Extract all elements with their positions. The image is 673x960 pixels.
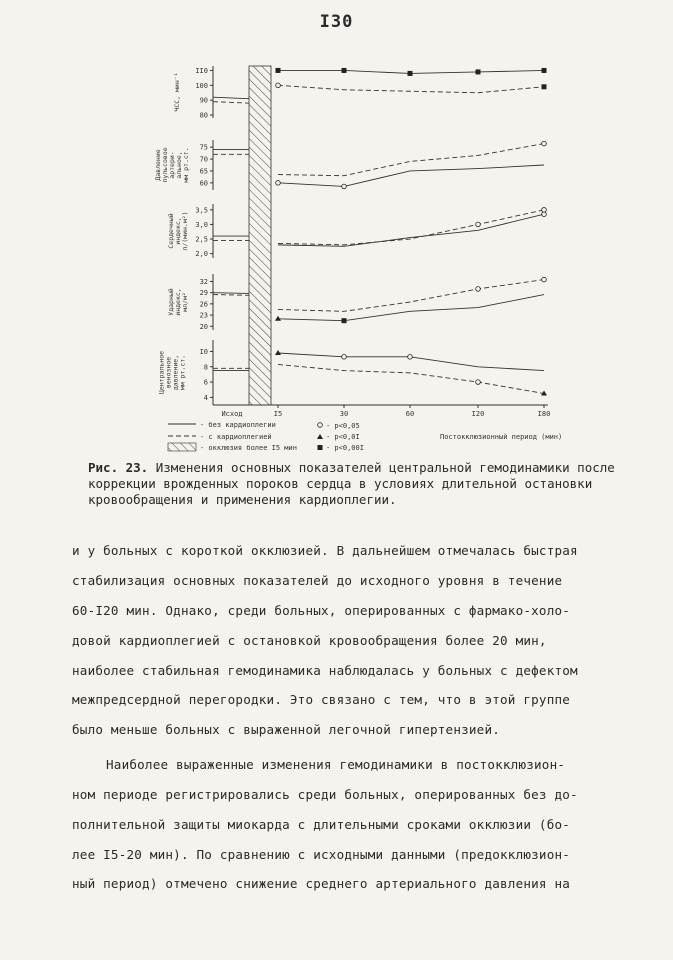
marker-p05 xyxy=(408,355,413,360)
legend-hatch-sample xyxy=(168,443,196,451)
body-line: межпредсердной перегородки. Это связано с тем, что в этой группе xyxy=(72,692,571,707)
x-tick-label: 60 xyxy=(405,410,415,418)
series-baseline-dashed xyxy=(213,102,249,103)
hemodynamics-chart xyxy=(0,0,673,460)
marker-p05 xyxy=(542,208,547,213)
legend-p001-marker xyxy=(318,445,323,450)
x-tick-label: I5 xyxy=(273,410,283,418)
body-line: довой кардиоплегией с остановкой кровообращения более 20 мин, xyxy=(72,633,547,648)
marker-p05 xyxy=(476,287,481,292)
y-axis-label: Давлениепульсовоеартери-альное,мм рт.ст. xyxy=(154,147,190,183)
legend-p05-label: - p<0,05 xyxy=(326,422,360,430)
marker-p05 xyxy=(342,355,347,360)
legend-without-label: - без кардиоплегии xyxy=(200,421,276,429)
marker-p05 xyxy=(342,184,347,189)
y-axis-label: Ударныйиндекс,мл/м² xyxy=(167,288,189,316)
body-line: наиболее стабильная гемодинамика наблюдалась у больных с дефектом xyxy=(72,663,578,678)
chart-panel-3 xyxy=(167,274,546,331)
y-tick-label: 26 xyxy=(199,300,208,309)
body-line: и у больных с короткой окклюзией. В дальнейшем отмечалась быстрая xyxy=(72,543,578,558)
y-axis-label: ЧСС, мин⁻¹ xyxy=(173,72,181,112)
series-line-dashed xyxy=(278,280,544,312)
series-baseline-solid xyxy=(213,293,249,294)
y-tick-label: 8 xyxy=(203,363,208,372)
y-tick-label: 70 xyxy=(199,155,208,164)
y-tick-label: 3,5 xyxy=(195,206,208,215)
page-number: I30 xyxy=(319,12,354,32)
marker-p001 xyxy=(276,68,281,73)
legend-occlusion-label: - окклюзия более I5 мин xyxy=(200,444,297,452)
y-tick-label: 75 xyxy=(199,143,208,152)
y-tick-label: 3,0 xyxy=(195,220,208,229)
y-tick-label: 60 xyxy=(199,179,208,188)
marker-p05 xyxy=(276,181,281,186)
chart-panel-1 xyxy=(154,140,546,190)
y-tick-label: 2,5 xyxy=(195,235,208,244)
marker-p001 xyxy=(342,318,347,323)
legend-p05-marker xyxy=(318,423,323,428)
marker-p05 xyxy=(276,83,281,88)
series-baseline-dashed xyxy=(213,295,249,296)
y-tick-label: 6 xyxy=(203,378,208,387)
body-line: было меньше больных с выраженной легочной гипертензией. xyxy=(72,722,501,737)
legend-p001-label: - p<0,00I xyxy=(326,444,364,452)
y-tick-label: 32 xyxy=(199,277,208,286)
y-tick-label: 29 xyxy=(199,289,208,298)
body-line: полнительной защиты миокарда с длительными сроками окклюзии (бо- xyxy=(72,817,571,832)
marker-p001 xyxy=(408,71,413,76)
body-line: ный период) отмечено снижение среднего артериального давления на xyxy=(72,876,571,891)
legend-p01-marker xyxy=(317,434,323,439)
y-tick-label: 65 xyxy=(199,167,208,176)
chart-panel-0 xyxy=(173,66,547,120)
marker-p001 xyxy=(542,84,547,89)
y-tick-label: 2,0 xyxy=(195,250,208,259)
legend-p01-label: - p<0,0I xyxy=(326,433,360,441)
marker-p05 xyxy=(542,141,547,146)
y-axis-label: Центральноевенозноедавление,мм рт.ст. xyxy=(157,350,187,395)
x-tick-label: I20 xyxy=(471,410,485,418)
chart-panel-2 xyxy=(167,204,546,258)
occlusion-hatch-band xyxy=(249,66,271,405)
y-tick-label: 100 xyxy=(195,81,208,90)
marker-p01 xyxy=(275,316,281,321)
series-line-solid xyxy=(278,165,544,186)
y-tick-label: 90 xyxy=(199,96,208,105)
caption-label: Рис. 23. xyxy=(88,460,149,475)
y-tick-label: I0 xyxy=(199,347,208,356)
marker-p001 xyxy=(476,69,481,74)
series-baseline-solid xyxy=(213,97,249,98)
y-tick-label: 20 xyxy=(199,322,208,331)
y-tick-label: 80 xyxy=(199,111,208,120)
series-line-dashed xyxy=(278,364,544,393)
chart-panel-4 xyxy=(158,340,548,405)
body-line: 60-I20 мин. Однако, среди больных, оперированных с фармако-холо- xyxy=(72,603,571,618)
series-line-solid xyxy=(278,295,544,321)
y-tick-label: II0 xyxy=(195,66,208,75)
marker-p001 xyxy=(342,68,347,73)
body-line: Наиболее выраженные изменения гемодинамики в постокклюзион- xyxy=(106,757,566,772)
body-line: стабилизация основных показателей до исходного уровня в течение xyxy=(72,573,563,588)
marker-p05 xyxy=(542,212,547,217)
caption-text: Изменения основных показателей центральной гемодинамики после коррекции врожденных пороков сердца в условиях длительной остановки кровообращения и применения кардиоплегии. xyxy=(88,460,615,507)
x-tick-label: 30 xyxy=(339,410,349,418)
marker-p05 xyxy=(476,222,481,227)
marker-p05 xyxy=(542,277,547,282)
figure-caption xyxy=(88,460,648,508)
series-line-dashed xyxy=(278,210,544,245)
x-tick-label: Исход xyxy=(221,410,243,418)
body-line: лее I5-20 мин). По сравнению с исходными данными (предокклюзион- xyxy=(72,847,571,862)
marker-p001 xyxy=(542,68,547,73)
y-axis-label: Сердечныйиндекс,л/(мин.м²) xyxy=(167,211,189,251)
marker-p01 xyxy=(275,350,281,355)
y-tick-label: 4 xyxy=(203,393,208,402)
body-line: ном периоде регистрировались среди больных, оперированных без до- xyxy=(72,787,578,802)
legend-with-label: - с кардиоплегией xyxy=(200,433,272,441)
series-line-dashed xyxy=(278,85,544,92)
x-axis-label: Постокклюзионный период (мин) xyxy=(440,433,563,441)
y-tick-label: 23 xyxy=(199,311,208,320)
marker-p05 xyxy=(476,380,481,385)
x-tick-label: I80 xyxy=(537,410,551,418)
